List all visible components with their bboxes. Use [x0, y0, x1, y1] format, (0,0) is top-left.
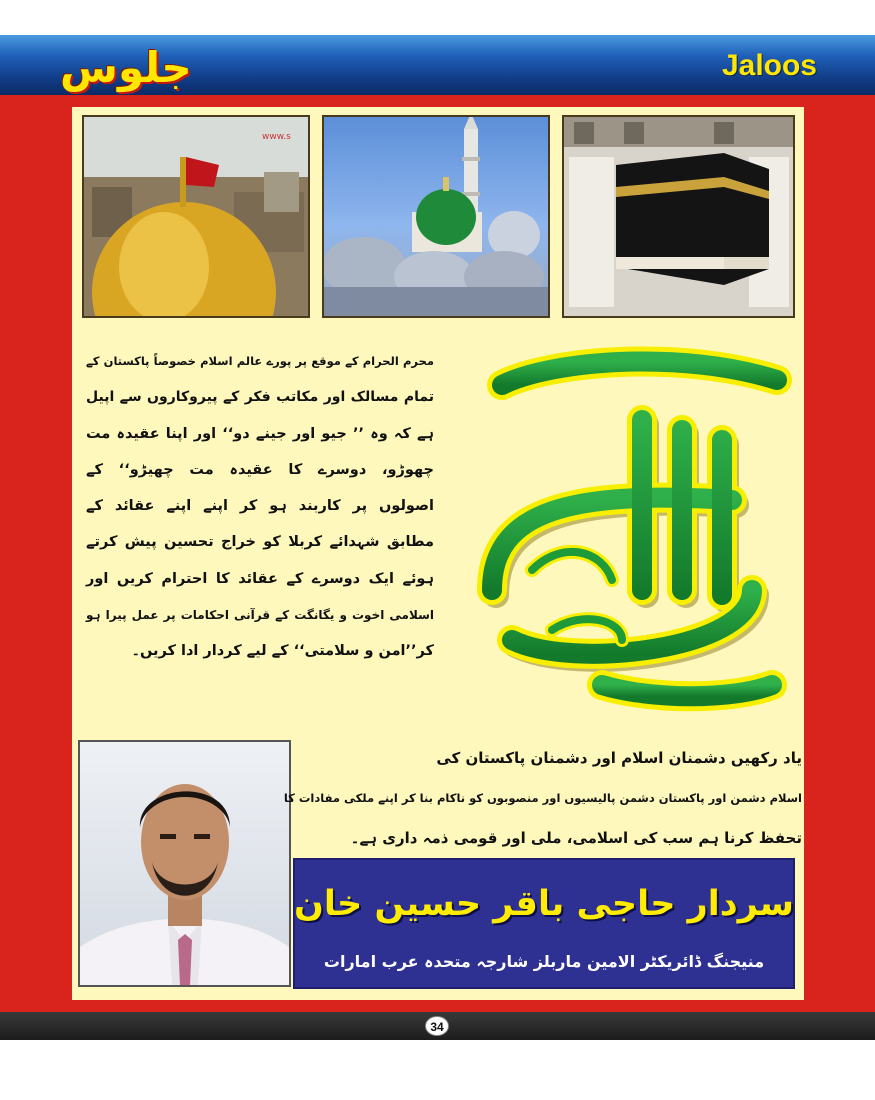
person-name: سردار حاجی باقر حسین خان	[294, 884, 794, 924]
text-line: کر’’امن و سلامتی‘‘ کے لیے کردار ادا کریں۔	[131, 643, 434, 660]
text-line: اسلامی اخوت و یگانگت کے قرآنی احکامات پر عمل پیرا ہو	[86, 608, 434, 623]
portrait-photo	[78, 740, 291, 987]
kaaba-photo	[562, 115, 795, 318]
photo-watermark: www.s	[262, 132, 291, 142]
person-designation: منیجنگ ڈائریکٹر الامین ماربلز شارجہ متحدہ عرب امارات	[323, 952, 765, 971]
text-line: اصولوں پر کاربند ہو کر اپنے اپنے عقائد کے	[86, 498, 434, 515]
magazine-title-urdu: جلوس	[60, 43, 192, 92]
text-line: مطابق شہدائے کربلا کو خراج تحسین پیش کرتے	[86, 534, 434, 551]
article-paragraph-2	[280, 738, 802, 858]
text-line: تحفظ کرنا ہم سب کی اسلامی، ملی اور قومی ذمہ داری ہے۔	[350, 829, 802, 847]
article-paragraph-1	[86, 343, 434, 670]
text-line: ہے کہ وہ ’’ جیو اور جینے دو‘‘ اور اپنا عقیدہ مت	[86, 425, 434, 442]
text-line: اسلام دشمن اور پاکستان دشمن پالیسیوں اور منصوبوں کو ناکام بنا کر اپنے ملکی مفادات کا	[283, 791, 802, 805]
magazine-title-english: Jaloos	[721, 49, 817, 82]
text-line: محرم الحرام کے موقع پر پورے عالم اسلام خصوصاً پاکستان کے	[86, 354, 434, 368]
text-line: تمام مسالک اور مکاتب فکر کے پیروکاروں سے اپیل	[86, 389, 434, 406]
page-number: 34	[425, 1016, 449, 1036]
text-line: چھوڑو، دوسرے کا عقیدہ مت چھیڑو‘‘ کے	[86, 461, 434, 478]
green-dome-mosque-photo	[322, 115, 550, 318]
golden-dome-photo	[82, 115, 310, 318]
quranic-calligraphy	[432, 340, 798, 732]
text-line: یاد رکھیں دشمنان اسلام اور دشمنان پاکستان کی	[436, 749, 802, 767]
text-line: ہوئے ایک دوسرے کے عقائد کا احترام کریں اور	[86, 570, 434, 587]
